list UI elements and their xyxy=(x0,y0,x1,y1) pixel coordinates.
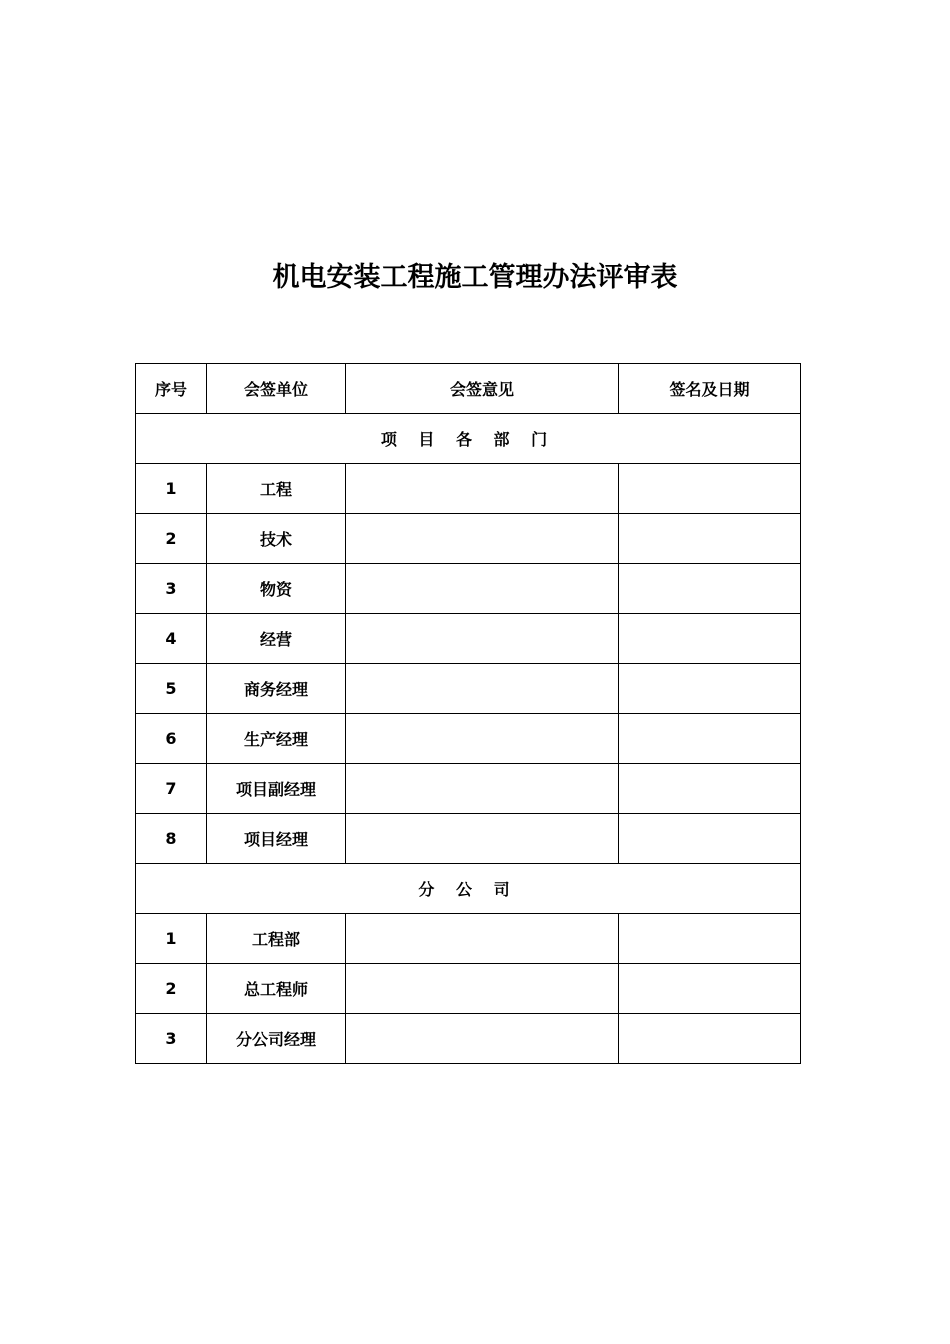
row-no: 1 xyxy=(136,464,207,514)
sign-cell[interactable] xyxy=(619,914,801,964)
row-unit: 商务经理 xyxy=(207,664,346,714)
row-no: 1 xyxy=(136,914,207,964)
opinion-cell[interactable] xyxy=(346,814,619,864)
table-row xyxy=(136,664,801,714)
row-no: 5 xyxy=(136,664,207,714)
table-row xyxy=(136,464,801,514)
opinion-cell[interactable] xyxy=(346,914,619,964)
opinion-cell[interactable] xyxy=(346,714,619,764)
table-row xyxy=(136,1014,801,1064)
review-table xyxy=(135,363,801,1064)
opinion-cell[interactable] xyxy=(346,564,619,614)
row-unit: 项目经理 xyxy=(207,814,346,864)
header-unit: 会签单位 xyxy=(207,364,346,414)
row-unit: 物资 xyxy=(207,564,346,614)
table-row xyxy=(136,964,801,1014)
header-sign: 签名及日期 xyxy=(619,364,801,414)
opinion-cell[interactable] xyxy=(346,464,619,514)
row-no: 7 xyxy=(136,764,207,814)
sign-cell[interactable] xyxy=(619,614,801,664)
section-row-branch-company xyxy=(136,864,801,914)
opinion-cell[interactable] xyxy=(346,1014,619,1064)
row-unit: 项目副经理 xyxy=(207,764,346,814)
row-no: 8 xyxy=(136,814,207,864)
opinion-cell[interactable] xyxy=(346,514,619,564)
sign-cell[interactable] xyxy=(619,1014,801,1064)
header-row xyxy=(136,364,801,414)
section-row-project-departments xyxy=(136,414,801,464)
row-unit: 总工程师 xyxy=(207,964,346,1014)
row-no: 2 xyxy=(136,514,207,564)
row-unit: 工程部 xyxy=(207,914,346,964)
document-title: 机电安装工程施工管理办法评审表 xyxy=(272,262,678,293)
row-no: 2 xyxy=(136,964,207,1014)
table-row xyxy=(136,564,801,614)
row-no: 3 xyxy=(136,564,207,614)
section-label: 项 目 各 部 门 xyxy=(136,414,801,464)
row-unit: 工程 xyxy=(207,464,346,514)
table-row xyxy=(136,914,801,964)
section-label: 分 公 司 xyxy=(136,864,801,914)
sign-cell[interactable] xyxy=(619,514,801,564)
table-row xyxy=(136,764,801,814)
table-row xyxy=(136,614,801,664)
opinion-cell[interactable] xyxy=(346,964,619,1014)
row-no: 6 xyxy=(136,714,207,764)
sign-cell[interactable] xyxy=(619,714,801,764)
row-no: 4 xyxy=(136,614,207,664)
sign-cell[interactable] xyxy=(619,564,801,614)
row-unit: 分公司经理 xyxy=(207,1014,346,1064)
header-no: 序号 xyxy=(136,364,207,414)
opinion-cell[interactable] xyxy=(346,614,619,664)
row-unit: 经营 xyxy=(207,614,346,664)
opinion-cell[interactable] xyxy=(346,664,619,714)
row-unit: 技术 xyxy=(207,514,346,564)
table-row xyxy=(136,814,801,864)
row-no: 3 xyxy=(136,1014,207,1064)
table-row xyxy=(136,514,801,564)
sign-cell[interactable] xyxy=(619,764,801,814)
header-opinion: 会签意见 xyxy=(346,364,619,414)
table-row xyxy=(136,714,801,764)
row-unit: 生产经理 xyxy=(207,714,346,764)
sign-cell[interactable] xyxy=(619,814,801,864)
sign-cell[interactable] xyxy=(619,964,801,1014)
sign-cell[interactable] xyxy=(619,664,801,714)
sign-cell[interactable] xyxy=(619,464,801,514)
opinion-cell[interactable] xyxy=(346,764,619,814)
